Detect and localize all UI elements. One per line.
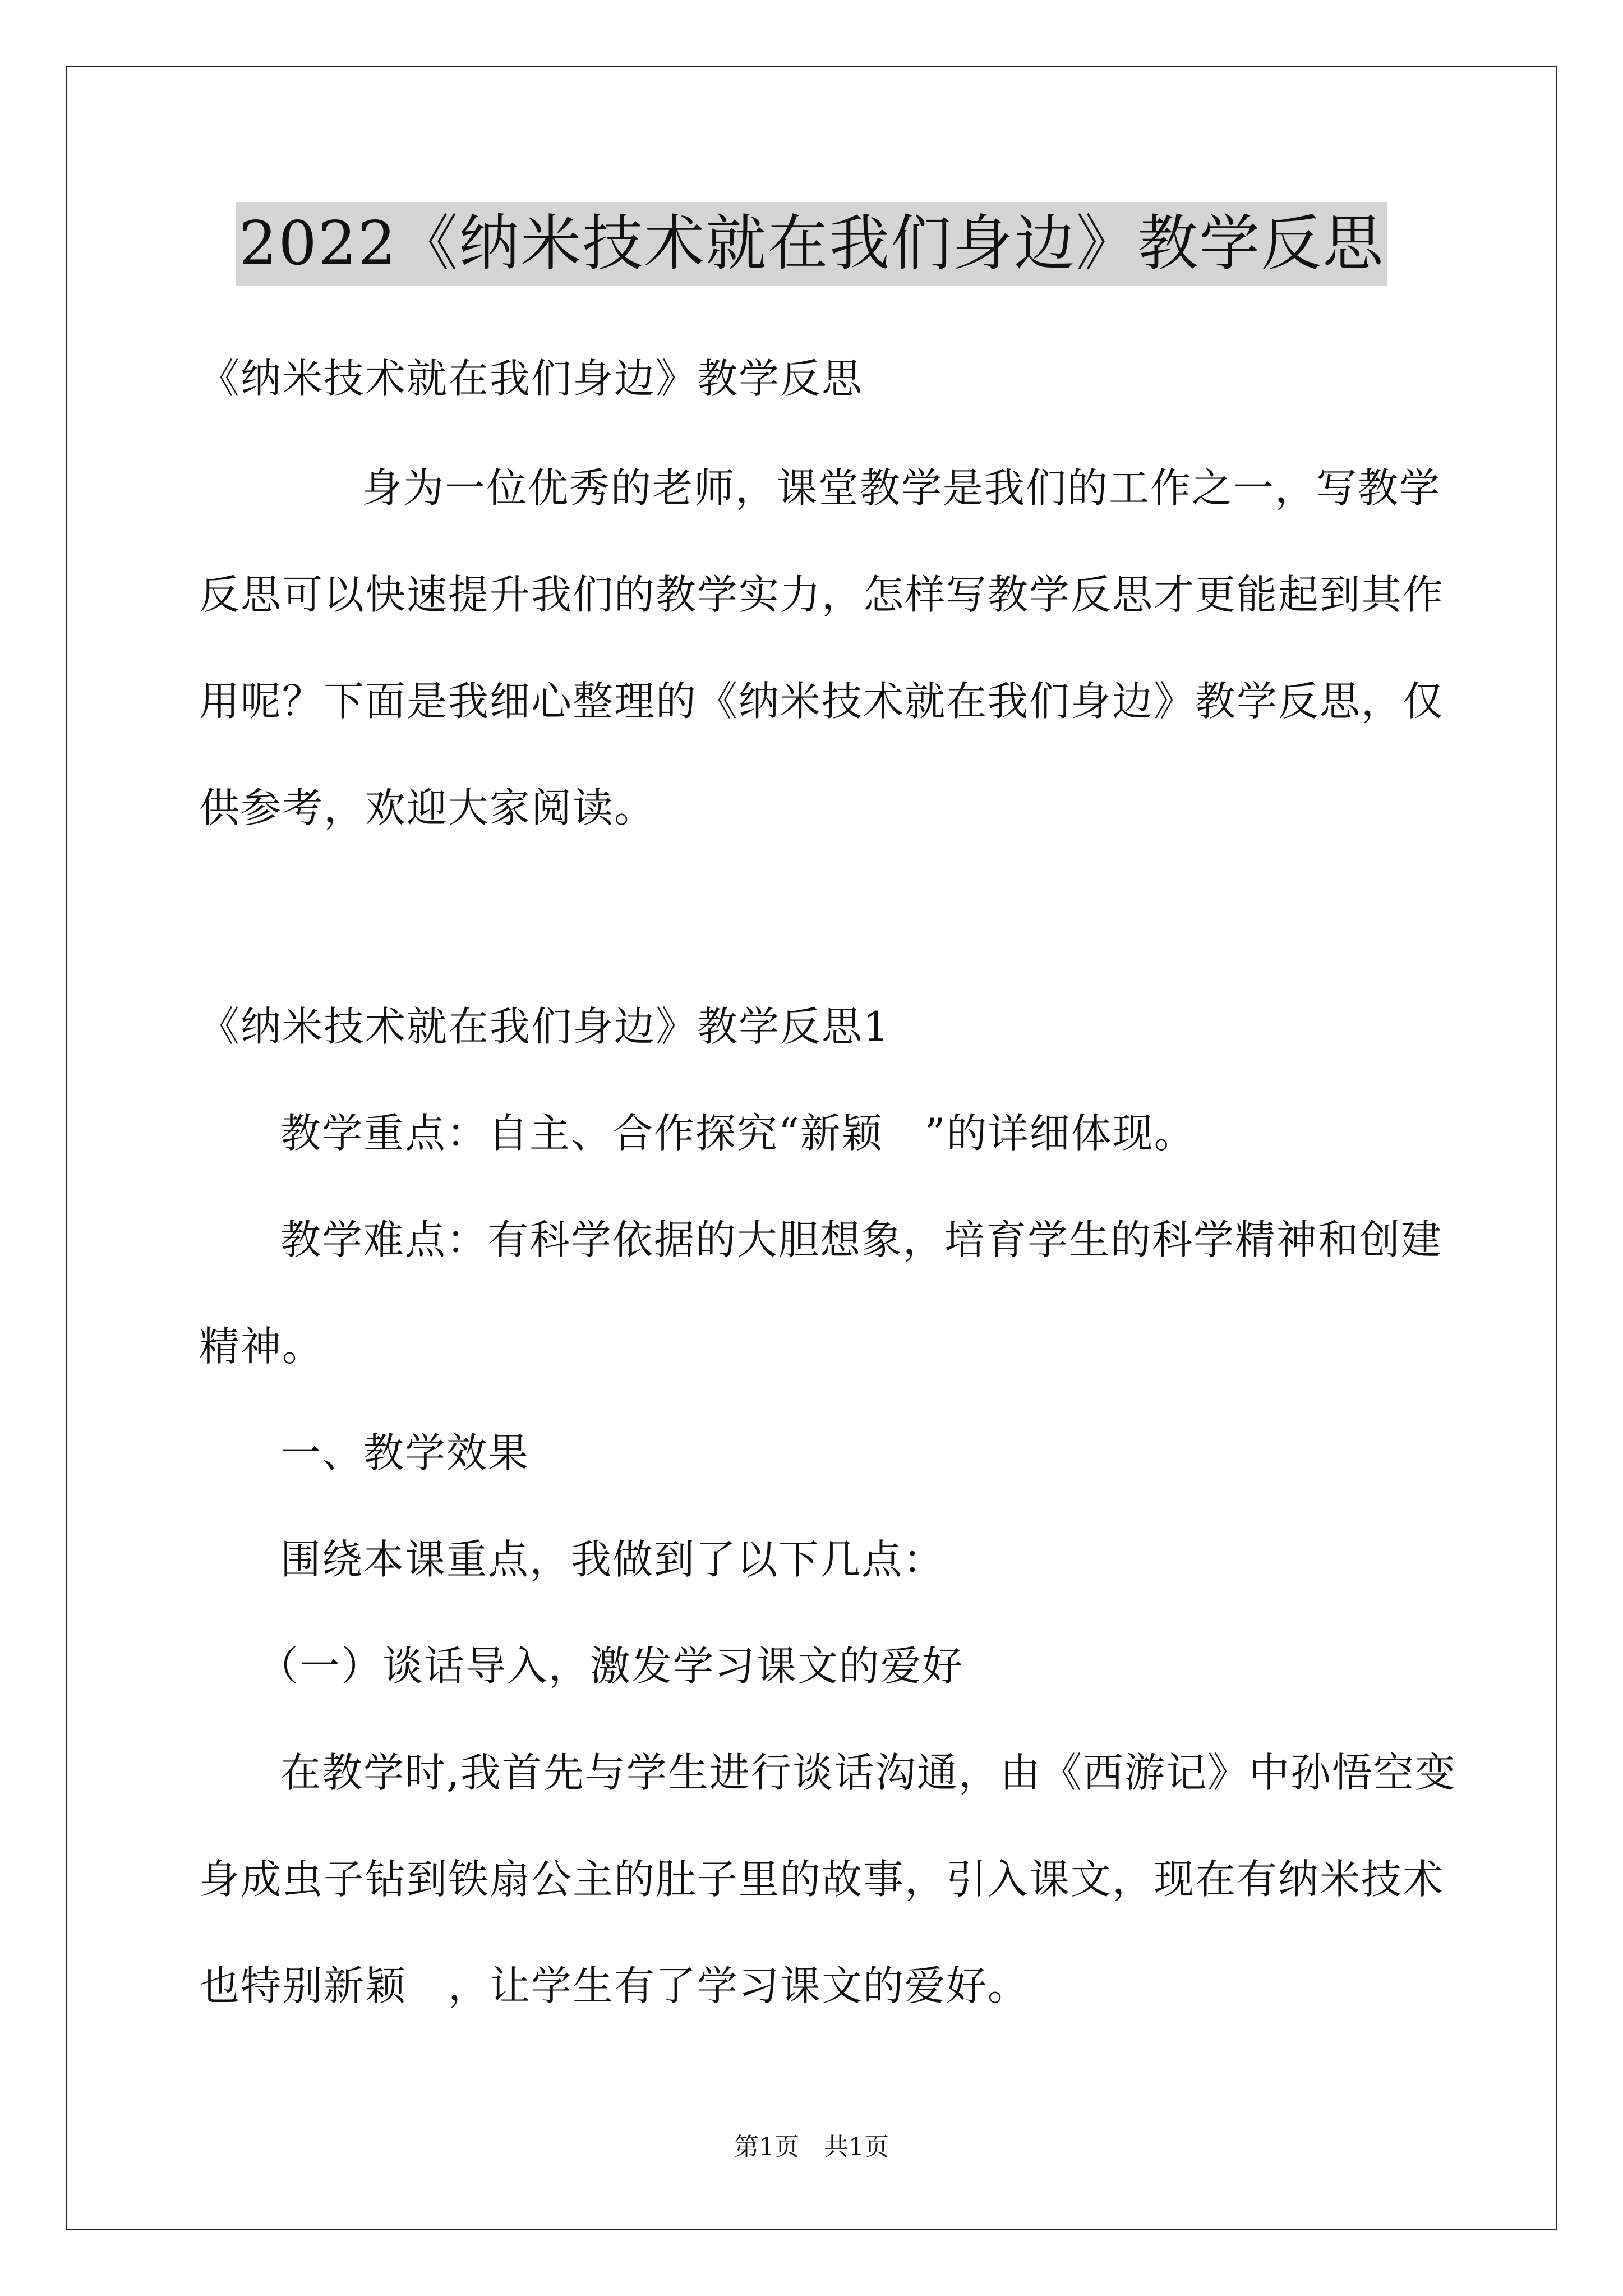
paragraph-line: 身为一位优秀的老师，课堂教学是我们的工作之一，写教学 <box>362 464 1441 512</box>
title-container <box>0 202 1623 286</box>
paragraph-line: 在教学时,我首先与学生进行谈话沟通，由《西游记》中孙悟空变 <box>280 1749 1456 1796</box>
paragraph-line: 身成虫子钻到铁扇公主的肚子里的故事，引入课文，现在有纳米技术 <box>199 1856 1445 1903</box>
subtitle-line: 《纳米技术就在我们身边》教学反思 <box>199 355 864 402</box>
paragraph-line: 反思可以快速提升我们的教学实力，怎样写教学反思才更能起到其作 <box>199 571 1445 618</box>
document-title: 2022《纳米技术就在我们身边》教学反思 <box>236 202 1388 286</box>
subheading: 一、教学效果 <box>280 1429 530 1476</box>
paragraph-line: 教学难点：有科学依据的大胆想象，培育学生的科学精神和创建 <box>280 1216 1443 1263</box>
paragraph-line: 教学重点：自主、合作探究“新颖 ”的详细体现。 <box>280 1110 1196 1157</box>
subheading: （一）谈话导入，激发学习课文的爱好 <box>258 1642 964 1690</box>
section-heading: 《纳米技术就在我们身边》教学反思1 <box>199 1003 890 1050</box>
paragraph-line: 精神。 <box>199 1323 324 1370</box>
paragraph-line: 围绕本课重点，我做到了以下几点： <box>280 1536 945 1583</box>
paragraph-line: 用呢？下面是我细心整理的《纳米技术就在我们身边》教学反思，仅 <box>199 678 1445 725</box>
paragraph-line: 供参考，欢迎大家阅读。 <box>199 784 656 831</box>
page-footer: 第1页 共1页 <box>734 2133 889 2161</box>
paragraph-line: 也特别新颖 ，让学生有了学习课文的爱好。 <box>199 1962 1030 2009</box>
